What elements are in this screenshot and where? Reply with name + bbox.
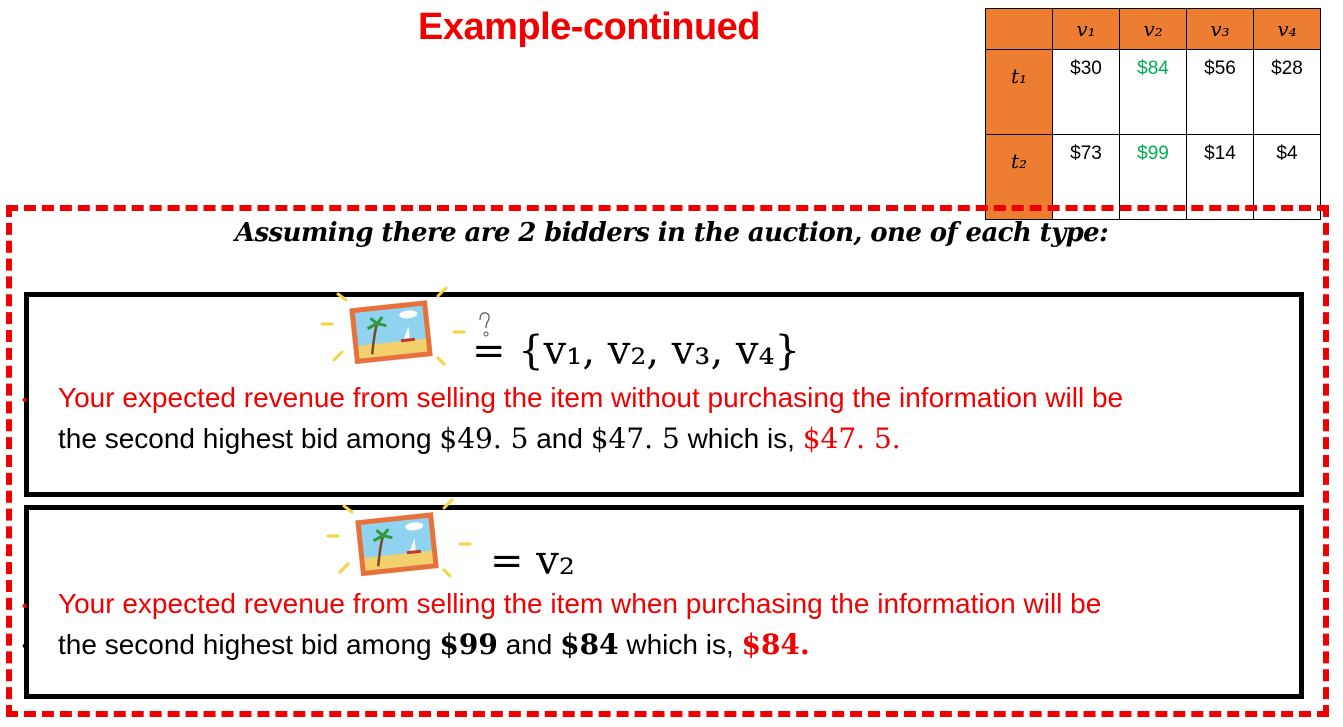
table-cell: $28 (1254, 50, 1321, 135)
table-cell-highlight: $99 (1120, 135, 1187, 220)
revenue-statement-line1: Your expected revenue from selling the item without purchasing the information will be (58, 382, 1124, 413)
table-header-cell: v₄ (1254, 9, 1321, 50)
bullet-icon: • (22, 392, 28, 409)
table-cell: $73 (1053, 135, 1120, 220)
picture-icon (318, 282, 468, 382)
bullet-icon: • (22, 638, 28, 655)
table-corner-cell (986, 9, 1053, 50)
table-cell: $4 (1254, 135, 1321, 220)
text-prefix: the second highest bid among (58, 423, 440, 454)
table-cell: $56 (1187, 50, 1254, 135)
info-set-equation: = v₂ (490, 538, 575, 584)
table-row (986, 50, 1321, 135)
bid-b-value: $84 (560, 628, 619, 661)
table-row-label: t₂ (986, 135, 1053, 220)
text-and: and (497, 629, 561, 660)
bid-b-value: $47. 5 (590, 422, 680, 455)
table-row-label: t₁ (986, 50, 1053, 135)
table-cell: $14 (1187, 135, 1254, 220)
table-header-cell: v₁ (1053, 9, 1120, 50)
text-prefix: the second highest bid among (58, 629, 440, 660)
revenue-statement-line2 (58, 422, 901, 455)
revenue-statement-line2 (58, 628, 810, 661)
text-which-is: which is, (679, 423, 803, 454)
picture-icon (324, 494, 474, 594)
table-cell: $30 (1053, 50, 1120, 135)
info-set-equation: = {v₁, v₂, v₃, v₄} (472, 328, 800, 374)
slide-title: Example-continued (418, 6, 760, 48)
valuation-table (985, 8, 1321, 220)
table-header-cell: v₂ (1120, 9, 1187, 50)
text-which-is: which is, (618, 629, 742, 660)
bid-a-value: $49. 5 (439, 422, 529, 455)
table-header-row (986, 9, 1321, 50)
revenue-statement-line1: Your expected revenue from selling the item when purchasing the information will be (58, 588, 1102, 619)
table-cell-highlight: $84 (1120, 50, 1187, 135)
table-header-cell: v₃ (1187, 9, 1254, 50)
assumption-text: Assuming there are 2 bidders in the auction, one of each type: (234, 218, 1109, 248)
text-and: and (528, 423, 591, 454)
result-value: $47. 5. (802, 422, 901, 455)
bid-a-value: $99 (439, 628, 498, 661)
result-value: $84. (741, 628, 810, 661)
bullet-icon: • (22, 598, 28, 615)
